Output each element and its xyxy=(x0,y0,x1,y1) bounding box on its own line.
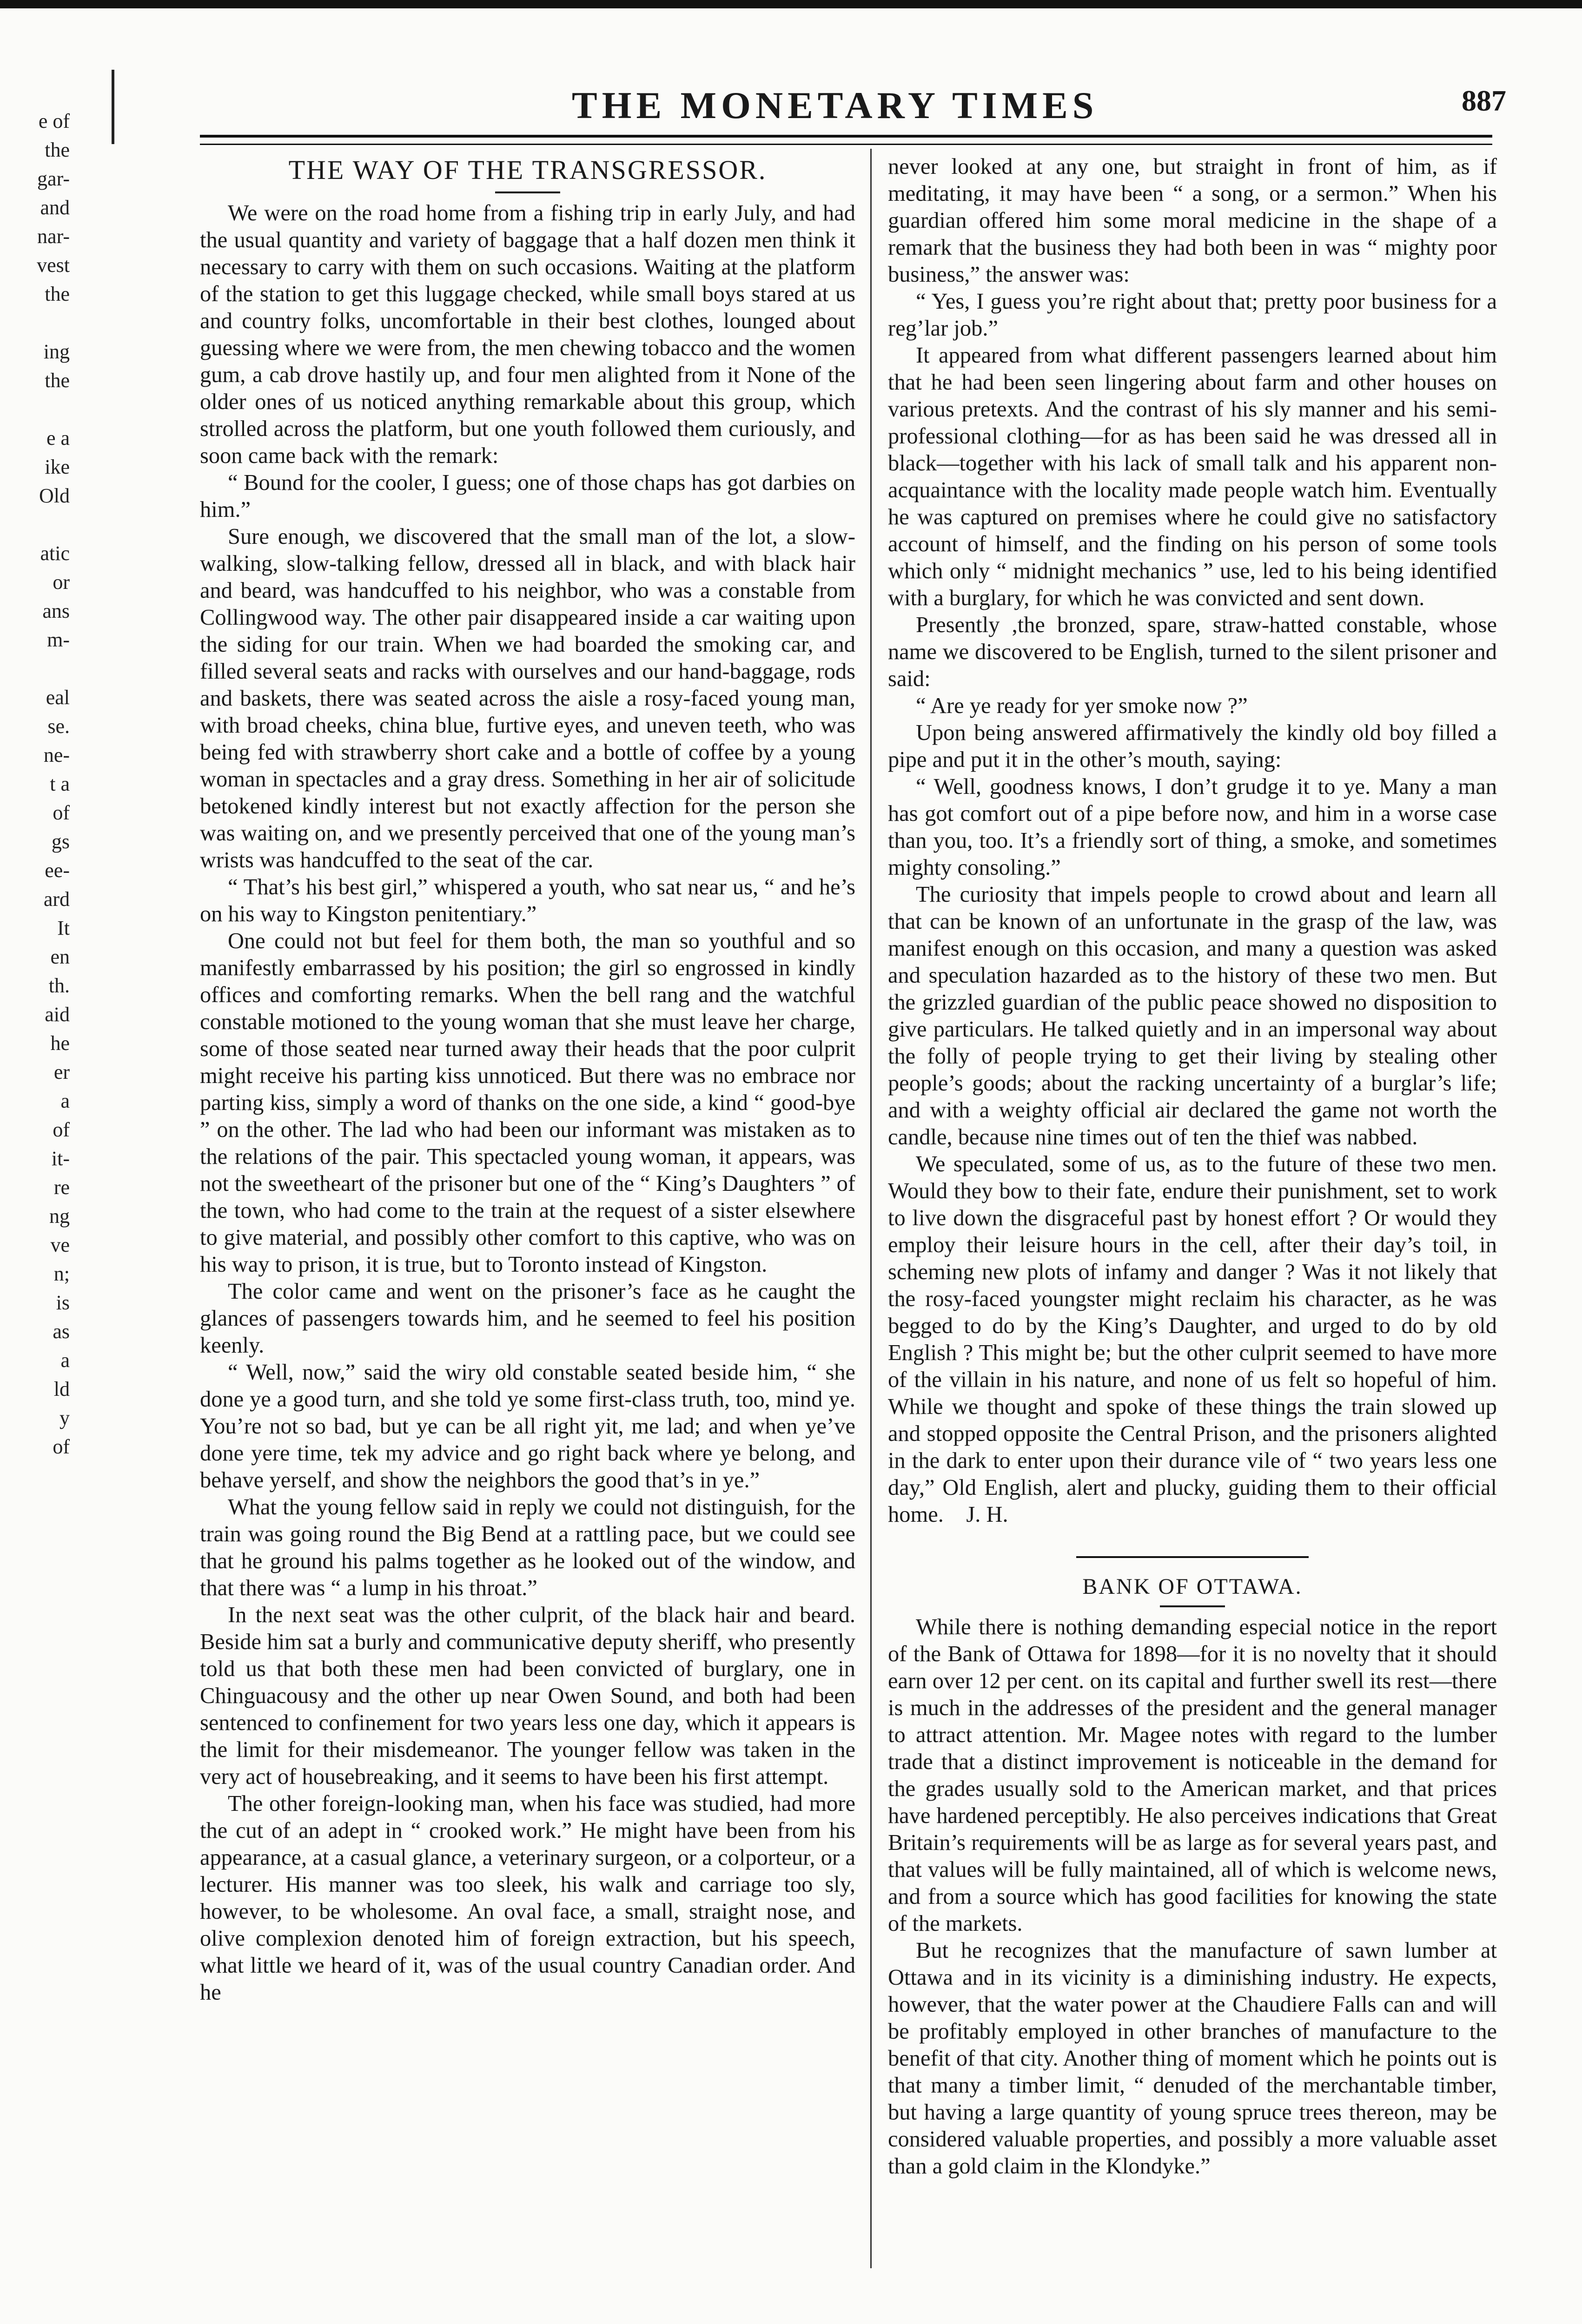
margin-fragment: ike xyxy=(45,456,70,478)
article-paragraph: The other foreign-looking man, when his face was studied, had more the cut of an adept in “ crooked work.” He might have been from his appearance, at a casual glance, a veterinary surgeon, or a colporteur, or a lecturer. His manner was too sleek, his walk and carriage too sly, however, to be wholesome. An oval face, a small, straight nose, and olive complexion denoted him of foreign extraction, but his speech, what little we heard of it, was of the usual country Canadian order. And he xyxy=(200,1791,855,2005)
margin-fragment: a xyxy=(60,1349,70,1372)
left-edge-mark xyxy=(112,70,114,144)
margin-fragment: it- xyxy=(51,1147,70,1170)
page-header xyxy=(200,74,1534,135)
margin-fragment: ee- xyxy=(45,859,70,882)
top-border xyxy=(0,0,1582,8)
margin-fragment: se. xyxy=(47,715,70,738)
article-paragraph: “ Yes, I guess you’re right about that; pretty poor business for a reg’lar job.” xyxy=(888,289,1497,341)
article-paragraph: “ Are ye ready for yer smoke now ?” xyxy=(916,693,1248,718)
page-number: 887 xyxy=(1462,84,1506,117)
margin-fragment: the xyxy=(45,139,70,161)
article-paragraph: “ Well, goodness knows, I don’t grudge it to ye. Many a man has got comfort out of a pipe before now, and him in a worse case than you, too. It’s a friendly sort of thing, a smoke, and sometimes mighty consoling.” xyxy=(888,774,1497,880)
margin-fragment: aid xyxy=(45,1003,70,1026)
margin-fragment: is xyxy=(56,1291,70,1314)
article-paragraph: never looked at any one, but straight in front of him, as if meditating, it may have been “ a song, or a sermon.” When his guardian offered him some moral medicine in the shape of a remark that the business they had both been in was “ mighty poor business,” the answer was: xyxy=(888,154,1497,287)
article-paragraph: Presently ,the bronzed, spare, straw-hatted constable, whose name we discovered to be English, turned to the silent prisoner and said: xyxy=(888,613,1497,691)
margin-fragment: It xyxy=(57,917,70,939)
margin-fragment: and xyxy=(40,196,70,219)
margin-fragment: re xyxy=(53,1176,70,1199)
margin-fragment xyxy=(0,395,70,424)
margin-fragment xyxy=(0,654,70,683)
margin-fragment: nar- xyxy=(37,225,70,248)
left-column xyxy=(200,153,855,2006)
header-rule xyxy=(200,135,1492,145)
margin-fragment: Old xyxy=(39,484,70,507)
running-title: THE MONETARY TIMES xyxy=(572,84,1099,126)
section-separator xyxy=(1076,1556,1309,1558)
article-paragraph: “ Well, now,” said the wiry old constable seated beside him, “ she done ye a good turn, and she told ye some first-class truth, too, mind ye. You’re not so bad, but ye can be all right yit, me lad; and when ye’ve done yere time, tek my advice and go right back where ye belong, and behave yerself, and show the neighbors the good that’s in ye.” xyxy=(200,1360,855,1492)
margin-fragment: ng xyxy=(49,1205,70,1228)
article-paragraph-text: We speculated, some of us, as to the future of these two men. Would they bow to their fate, endure their punishment, set to work to live down the disgraceful past by honest effort ? Or would they employ their leisure hours in the cell, after their day’s toil, in scheming new plots of infamy and danger ? Was it not likely that the rosy-faced youngster might reclaim his character, as he was begged to do by the King’s Daughter, and urged to do by old English ? This might be; but the other culprit seemed to have more of the villain in his nature, and none of us felt so hopeful of him. While we thought and spoke of these things the train slowed up and stopped opposite the Central Prison, and the prisoners alighted in the dark to enter upon their durance vile of “ two years less one day,” Old English, alert and plucky, guiding them to their official home. xyxy=(888,1152,1497,1527)
margin-fragment: or xyxy=(53,571,70,594)
margin-fragment: y xyxy=(60,1406,70,1429)
article-paragraph: What the young fellow said in reply we could not distinguish, for the train was going round the Big Bend at a rattling pace, but we could see that he ground his palms together as he looked out of the window, and that there was “ a lump in his throat.” xyxy=(200,1495,855,1600)
article-paragraph: One could not but feel for them both, the man so youthful and so manifestly embarrassed by his position; the girl so engrossed in kindly offices and comforting remarks. When the bell rang and the watchful constable motioned to the young woman that she must leave her charge, some of those seated near turned away their heads that the poor culprit might receive his parting kiss unnoticed. But there was no embrace nor parting kiss, simply a word of thanks on the one side, a kind “ good-bye ” on the other. The lad who had been our informant was mistaken as to the relations of the pair. This spectacled young woman, it appears, was not the sweetheart of the prisoner but one of the “ King’s Daughters ” of the town, who had come to the train at the request of a sister elsewhere to give material, and possibly other comfort to this captive, who was on his way to prison, it is true, but to Toronto instead of Kingston. xyxy=(200,929,855,1277)
margin-fragment: ing xyxy=(43,340,70,363)
article-paragraph: While there is nothing demanding especial notice in the report of the Bank of Ottawa for 1898—for it is no novelty that it should earn over 12 per cent. on its capital and further swell its rest—there is much in the addresses of the president and the general manager to attract attention. Mr. Magee notes with regard to the lumber trade that a distinct improvement is noticeable in the demand for the grades usually sold to the American market, and that prices have hardened perceptibly. He also perceives indications that Great Britain’s requirements will be as large as for several years past, and that values will be fully maintained, all of which is welcome news, and from a source which has good facilities for knowing the state of the markets. xyxy=(888,1615,1497,1936)
margin-fragment xyxy=(0,309,70,337)
right-column xyxy=(888,153,1497,2180)
margin-fragment: n; xyxy=(53,1262,70,1285)
section-title-rule xyxy=(1160,1605,1225,1607)
column-divider xyxy=(870,149,872,2268)
margin-fragment: e a xyxy=(46,427,70,449)
margin-fragment: th. xyxy=(48,974,70,997)
article-title: THE WAY OF THE TRANSGRESSOR. xyxy=(288,155,767,185)
article-paragraph: We were on the road home from a fishing trip in early July, and had the usual quantity and variety of baggage that a half dozen men think it necessary to carry with them on such occasions. Waiting at the platform of the station to get this luggage checked, while small boys stared at us and country folks, uncomfortable in their best clothes, lounged about guessing where we were from, the men chewing tobacco and the women gum, a cab drove hastily up, and four men alighted from it None of the older ones of us noticed anything remarkable about this group, which strolled across the platform, but one youth followed them curiously, and soon came back with the remark: xyxy=(200,201,855,468)
margin-fragment: ve xyxy=(50,1234,70,1256)
margin-fragment: eal xyxy=(46,686,70,709)
article-paragraph-final xyxy=(888,1151,1497,1528)
margin-fragment: ard xyxy=(43,888,70,911)
article-paragraph: But he recognizes that the manufacture of sawn lumber at Ottawa and in its vicinity is a diminishing industry. He expects, however, that the water power at the Chaudiere Falls can and will be profitably employed in other branches of manufacture to the benefit of that city. Another thing of moment which he points out is that many a timber limit, “ denuded of the merchantable timber, but having a large quantity of young spruce trees thereon, may be considered valuable properties, and possibly a more valuable asset than a gold claim in the Klondyke.” xyxy=(888,1938,1497,2179)
title-rule xyxy=(495,191,560,193)
margin-fragment: atic xyxy=(40,542,70,565)
margin-fragment: gs xyxy=(51,830,70,853)
margin-fragment: of xyxy=(53,1435,70,1458)
margin-fragment: t a xyxy=(50,772,70,795)
margin-fragment: as xyxy=(53,1320,70,1343)
author-signature: J. H. xyxy=(966,1502,1008,1527)
margin-fragment: ne- xyxy=(43,744,70,766)
left-margin-fragments xyxy=(0,107,70,1594)
margin-fragment: vest xyxy=(37,254,70,277)
section-title: BANK OF OTTAWA. xyxy=(1082,1574,1303,1599)
margin-fragment: en xyxy=(50,945,70,968)
article-paragraph: The curiosity that impels people to crowd about and learn all that can be known of an unfortunate in the grasp of the law, was manifest enough on this occasion, and many a question was asked and speculation hazarded as to the history of these two men. But the grizzled guardian of the public peace showed no disposition to give particulars. He talked quietly and in an impersonal way about the folly of people trying to get their living by stealing other people’s goods; about the racking uncertainty of a burglar’s life; and with a weighty official air declared the game not worth the candle, because nine times out of ten the thief was nabbed. xyxy=(888,882,1497,1149)
article-paragraph: Upon being answered affirmatively the kindly old boy filled a pipe and put it in the other’s mouth, saying: xyxy=(888,720,1497,772)
margin-fragment: er xyxy=(53,1061,70,1083)
article-paragraph: “ Bound for the cooler, I guess; one of those chaps has got darbies on him.” xyxy=(200,470,855,522)
margin-fragment xyxy=(0,510,70,539)
article-paragraph: The color came and went on the prisoner’s face as he caught the glances of passengers towards him, and he seemed to feel his position keenly. xyxy=(200,1279,855,1358)
margin-fragment: a xyxy=(60,1089,70,1112)
margin-fragment: the xyxy=(45,369,70,392)
margin-fragment: of xyxy=(53,801,70,824)
margin-fragment: m- xyxy=(47,628,70,651)
margin-fragment: gar- xyxy=(37,167,70,190)
article-paragraph: Sure enough, we discovered that the small man of the lot, a slow-walking, slow-talking fellow, dressed all in black, and with black hair and beard, was handcuffed to his neighbor, who was a constable from Collingwood way. The other pair disappeared inside a car waiting upon the siding for our train. When we had boarded the smoking car, and filled several seats and racks with ourselves and our hand-baggage, rods and baskets, there was seated across the aisle a rosy-faced young man, with broad cheeks, china blue, furtive eyes, and uneven teeth, who was being fed with strawberry short cake and a bottle of coffee by a young woman in spectacles and a gray dress. Something in her air of solicitude betokened kindly interest but not exactly affection for the person she was waiting on, and we presently perceived that one of the young man’s wrists was handcuffed to the seat of the car. xyxy=(200,524,855,872)
article-paragraph: It appeared from what different passengers learned about him that he had been seen lingering about farm and other houses on various pretexts. And the contrast of his sly manner and his semi-professional clothing—for as has been said he was dressed all in black—together with his lack of small talk and his apparent non-acquaintance with the locality made people watch him. Eventually he was captured on premises where he could give no satisfactory account of himself, and the finding on his person of some tools which only “ midnight mechanics ” use, led to his being identified with a burglary, for which he was convicted and sent down. xyxy=(888,343,1497,610)
margin-fragment: ld xyxy=(53,1378,70,1400)
margin-fragment: e of xyxy=(38,110,70,132)
margin-fragment: ans xyxy=(42,600,70,622)
margin-fragment: he xyxy=(50,1032,70,1055)
article-paragraph: In the next seat was the other culprit, of the black hair and beard. Beside him sat a burly and communicative deputy sheriff, who presently told us that both these men had been convicted of burglary, one in Chinguacousy and the other up near Owen Sound, and both had been sentenced to confinement for two years less one day, which it appears is the limit for their misdemeanor. The younger fellow was taken in the very act of housebreaking, and it seems to have been his first attempt. xyxy=(200,1603,855,1789)
margin-fragment: of xyxy=(53,1118,70,1141)
margin-fragment: the xyxy=(45,283,70,305)
article-paragraph: “ That’s his best girl,” whispered a youth, who sat near us, “ and he’s on his way to Kingston penitentiary.” xyxy=(200,875,855,926)
